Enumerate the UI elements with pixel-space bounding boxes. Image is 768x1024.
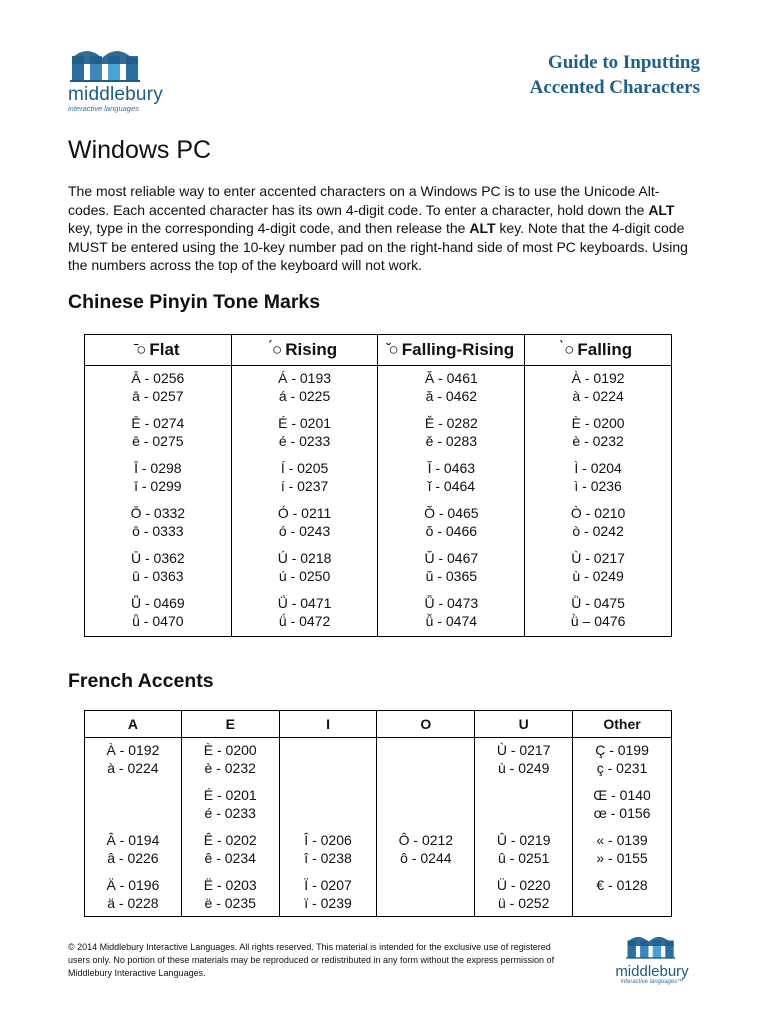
- rising-tone-icon: ́○: [271, 340, 283, 359]
- falling-rising-tone-icon: ̌○: [388, 340, 399, 359]
- code-pair: Ë - 0203 ë - 0235: [203, 877, 257, 911]
- code-pair: É - 0201 é - 0233: [278, 415, 332, 449]
- falling-tone-icon: ̀○: [564, 340, 575, 359]
- pinyin-header-falling: ̀○ Falling: [525, 335, 672, 366]
- footer-logo: [602, 932, 702, 986]
- code-pair: Ō - 0332 ō - 0333: [130, 505, 186, 539]
- flat-tone-icon: ̄○: [136, 340, 147, 359]
- french-header-a: A: [85, 711, 182, 738]
- code-pair: Ú - 0218 ú - 0250: [277, 550, 332, 584]
- brand-name: middlebury: [68, 84, 163, 105]
- code-pair: À - 0192 à - 0224: [106, 742, 160, 776]
- pinyin-header-rising: ́○ Rising: [231, 335, 378, 366]
- intro-text-2: key, type in the corresponding 4-digit code, and then release the: [68, 220, 470, 236]
- code-pair: Ǚ - 0473 ǚ - 0474: [424, 595, 479, 629]
- code-pair: Ŭ - 0467 ŭ - 0365: [424, 550, 479, 584]
- code-pair: Ē - 0274 ē - 0275: [131, 415, 185, 449]
- code-pair: Û - 0219 û - 0251: [496, 832, 551, 866]
- code-pair: È - 0200 è - 0232: [203, 742, 257, 776]
- guide-title-line1: Guide to Inputting: [547, 52, 700, 73]
- code-pair: € - 0128: [596, 877, 648, 893]
- code-pair: Ŏ - 0465 ŏ - 0466: [424, 505, 479, 539]
- code-pair: Á - 0193 á - 0225: [278, 370, 332, 404]
- code-pair: Ò - 0210 ò - 0242: [570, 505, 626, 539]
- code-pair: Ǖ - 0469 ǖ - 0470: [130, 595, 185, 629]
- m-logo-icon: [68, 44, 146, 84]
- french-col-o: [377, 738, 475, 917]
- code-pair: Í - 0205 í - 0237: [280, 460, 329, 494]
- code-pair: Ě - 0282 ě - 0283: [424, 415, 478, 449]
- french-header-i: I: [279, 711, 377, 738]
- code-pair: À - 0192 à - 0224: [571, 370, 625, 404]
- page-title: Windows PC: [68, 136, 212, 164]
- code-pair: Ì - 0204 ì - 0236: [574, 460, 622, 494]
- code-pair: Ù - 0217 ù - 0249: [496, 742, 551, 776]
- french-col-e: [181, 738, 279, 917]
- french-body-row: [85, 738, 672, 917]
- pinyin-table: [84, 334, 672, 637]
- french-header-o: O: [377, 711, 475, 738]
- code-pair: Ü - 0220 ü - 0252: [496, 877, 551, 911]
- code-pair: [377, 876, 474, 912]
- code-pair: « - 0139 » - 0155: [596, 832, 648, 866]
- pinyin-header-row: [85, 335, 672, 366]
- alt-key-1: ALT: [648, 201, 675, 218]
- french-col-other: [573, 738, 672, 917]
- french-table: [84, 710, 672, 917]
- pinyin-section-title: Chinese Pinyin Tone Marks: [68, 291, 321, 313]
- code-pair: Œ - 0140 œ - 0156: [593, 787, 651, 821]
- code-pair: Ó - 0211 ó - 0243: [277, 505, 332, 539]
- code-pair: [280, 741, 377, 786]
- code-pair: Ï - 0207 ï - 0239: [304, 877, 352, 911]
- code-pair: Ç - 0199 ç - 0231: [595, 742, 649, 776]
- code-pair: Ä - 0196 ä - 0228: [106, 877, 160, 911]
- code-pair: Ǘ - 0471 ǘ - 0472: [277, 595, 332, 629]
- code-pair: Ǜ - 0475 ǜ – 0476: [570, 595, 626, 629]
- french-col-a: [85, 738, 182, 917]
- alt-key-2: ALT: [469, 220, 496, 236]
- french-header-e: E: [181, 711, 279, 738]
- intro-text-3: key. Note that the 4-digit code MUST be entered using the 10-key number pad on the right-hand side of most PC keyboards. Using the numbers across the top of the keyboard will not work.: [68, 220, 688, 273]
- pinyin-body-row: [85, 366, 672, 637]
- code-pair: [377, 741, 474, 786]
- code-pair: [377, 786, 474, 831]
- pinyin-header-flat: ̄○ Flat: [85, 335, 232, 366]
- french-header-row: [85, 711, 672, 738]
- code-pair: Ī - 0298 ī - 0299: [134, 460, 182, 494]
- pinyin-col-flat: [85, 366, 232, 637]
- code-pair: Ô - 0212 ô - 0244: [398, 832, 454, 866]
- code-pair: É - 0201 é - 0233: [203, 787, 257, 821]
- footer-brand-tagline: interactive languages™: [620, 979, 684, 985]
- copyright-notice: © 2014 Middlebury Interactive Languages. All rights reserved. This material is intended for the exclusive use of registered users only. No portion of these materials may be reproduced or redistributed in any form without the express permission of Middlebury Interactive Languages.: [68, 942, 555, 978]
- footer-brand-name: middlebury: [615, 963, 689, 980]
- code-pair: [280, 786, 377, 831]
- french-col-u: [475, 738, 573, 917]
- code-pair: Â - 0194 â - 0226: [106, 832, 160, 866]
- french-section-title: French Accents: [68, 670, 214, 692]
- code-pair: Î - 0206 î - 0238: [304, 832, 352, 866]
- middlebury-logo: [68, 44, 198, 113]
- pinyin-col-falling-rising: [378, 366, 525, 637]
- code-pair: Ā - 0256 ā - 0257: [131, 370, 185, 404]
- m-logo-icon: [623, 932, 681, 960]
- code-pair: Ù - 0217 ù - 0249: [571, 550, 625, 584]
- guide-title: [530, 50, 700, 100]
- french-header-u: U: [475, 711, 573, 738]
- french-col-i: [279, 738, 377, 917]
- code-pair: [85, 786, 181, 831]
- code-pair: È - 0200 è - 0232: [571, 415, 625, 449]
- code-pair: Ă - 0461 ă - 0462: [424, 370, 478, 404]
- french-header-other: Other: [573, 711, 672, 738]
- guide-title-line2: Accented Characters: [529, 77, 700, 98]
- code-pair: Ū - 0362 ū - 0363: [130, 550, 185, 584]
- intro-paragraph: [68, 182, 700, 275]
- brand-tagline: interactive languages: [68, 104, 139, 113]
- pinyin-header-falling-rising: ̌○ Falling-Rising: [378, 335, 525, 366]
- pinyin-col-rising: [231, 366, 378, 637]
- code-pair: Ĭ - 0463 ĭ - 0464: [427, 460, 476, 494]
- intro-text-1: The most reliable way to enter accented characters on a Windows PC is to use the Unicode Alt-codes. Each accented character has its own 4-digit code. To enter a character, hold down the: [68, 183, 660, 218]
- pinyin-col-falling: [525, 366, 672, 637]
- code-pair: Ê - 0202 ê - 0234: [203, 832, 257, 866]
- code-pair: [475, 786, 572, 831]
